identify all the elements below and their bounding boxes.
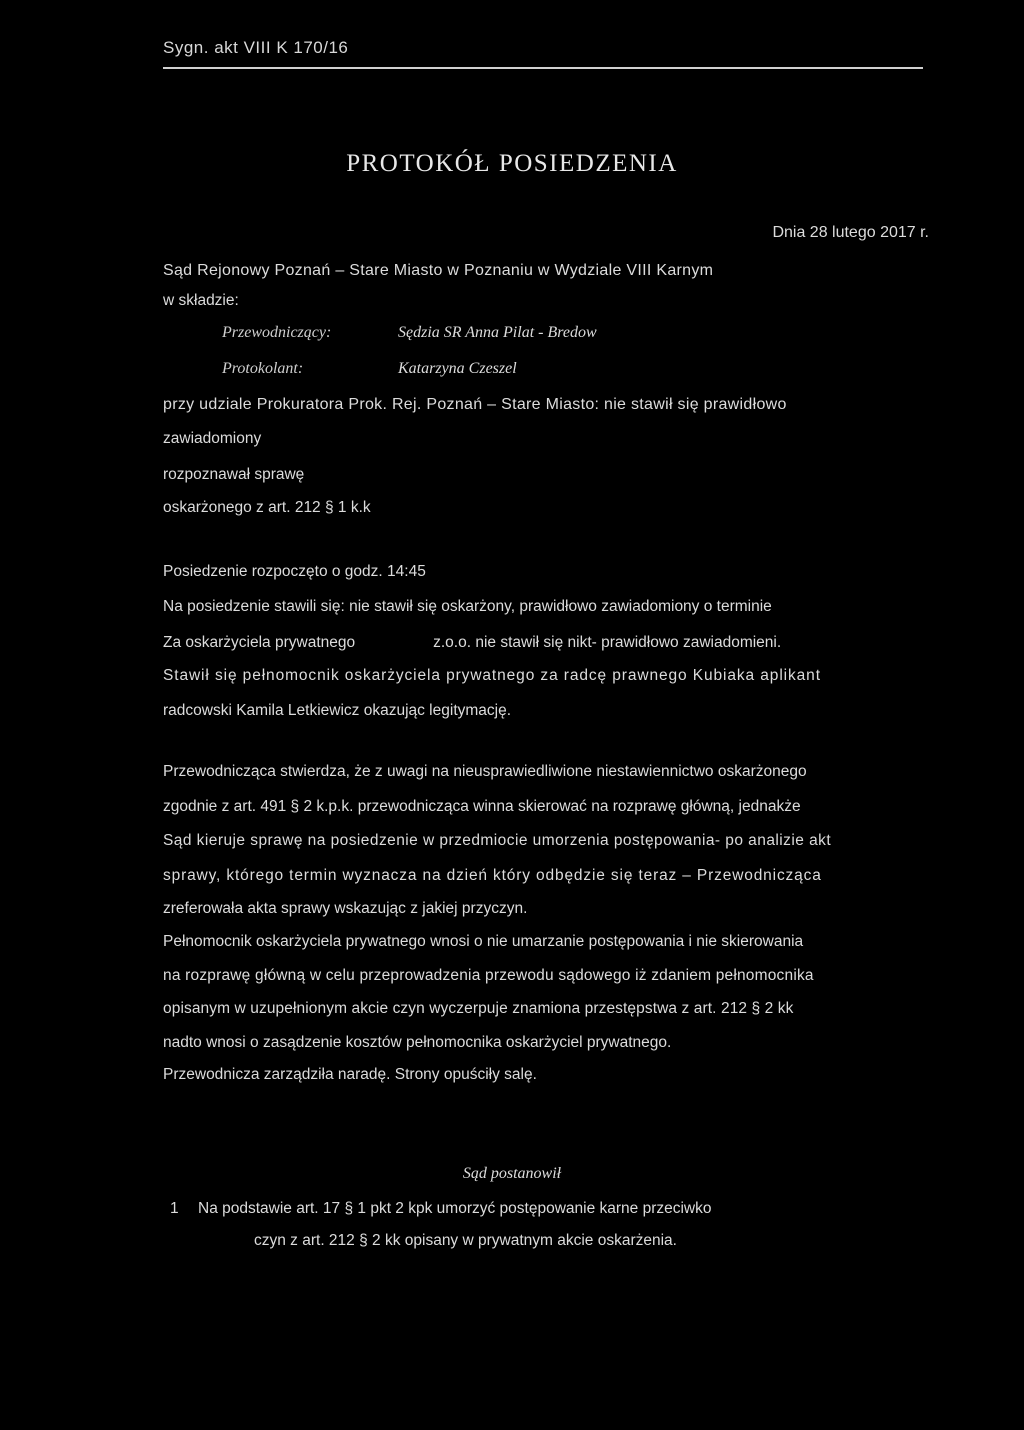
presiding-value: Sędzia SR Anna Pilat - Bredow bbox=[398, 324, 597, 341]
clerk-value: Katarzyna Czeszel bbox=[398, 360, 517, 377]
body-line: sprawy, którego termin wyznacza na dzień który odbędzie się teraz – Przewodnicząca bbox=[163, 867, 822, 884]
private-accuser-a: Za oskarżyciela prywatnego bbox=[163, 634, 356, 651]
attorney-line-2: radcowski Kamila Letkiewicz okazując legitymację. bbox=[163, 702, 512, 719]
attorney-line-1-text: Stawił się pełnomocnik oskarżyciela prywatnego za radcę prawnego Kubiaka aplikant bbox=[163, 667, 821, 684]
decision-heading: Sąd postanowił bbox=[462, 1165, 562, 1182]
document-date: Dnia 28 lutego 2017 r. bbox=[772, 224, 929, 241]
decision-item-line-1: Na podstawie art. 17 § 1 pkt 2 kpk umorzyć postępowanie karne przeciwko bbox=[198, 1200, 712, 1217]
notified-line: zawiadomiony bbox=[163, 430, 262, 447]
appeared-line: Na posiedzenie stawili się: nie stawił się oskarżony, prawidłowo zawiadomiony o terminie bbox=[163, 598, 772, 615]
attorney-line-1 bbox=[163, 667, 923, 685]
decision-item-number: 1 bbox=[170, 1200, 179, 1217]
body-line: Przewodnicza zarządziła naradę. Strony opuściły salę. bbox=[163, 1066, 537, 1083]
clerk-label: Protokolant: bbox=[222, 360, 304, 377]
court-line: Sąd Rejonowy Poznań – Stare Miasto w Poznaniu w Wydziale VIII Karnym bbox=[163, 262, 714, 279]
session-start: Posiedzenie rozpoczęto o godz. 14:45 bbox=[163, 563, 426, 580]
body-line: nadto wnosi o zasądzenie kosztów pełnomocnika oskarżyciel prywatnego. bbox=[163, 1034, 672, 1051]
body-line: zreferowała akta sprawy wskazując z jakiej przyczyn. bbox=[163, 900, 528, 917]
body-line: zgodnie z art. 491 § 2 k.p.k. przewodnicząca winna skierować na rozprawę główną, jednakże bbox=[163, 798, 801, 815]
document-title: PROTOKÓŁ POSIEDZENIA bbox=[346, 150, 678, 177]
private-accuser-line bbox=[163, 634, 781, 652]
body-line: Przewodnicząca stwierdza, że z uwagi na nieusprawiedliwione niestawiennictwo oskarżonego bbox=[163, 763, 807, 780]
body-line: opisanym w uzupełnionym akcie czyn wyczerpuje znamiona przestępstwa z art. 212 § 2 kk bbox=[163, 1000, 794, 1017]
body-line: na rozprawę główną w celu przeprowadzenia przewodu sądowego iż zdaniem pełnomocnika bbox=[163, 967, 814, 984]
prosecutor-line: przy udziale Prokuratora Prok. Rej. Poznań – Stare Miasto: nie stawił się prawidłowo bbox=[163, 396, 787, 413]
private-accuser-b: z.o.o. nie stawił się nikt- prawidłowo zawiadomieni. bbox=[433, 634, 782, 651]
presiding-label: Przewodniczący: bbox=[222, 324, 332, 341]
header-rule bbox=[163, 67, 923, 69]
case-number: Sygn. akt VIII K 170/16 bbox=[163, 38, 349, 57]
decision-item-line-2: czyn z art. 212 § 2 kk opisany w prywatnym akcie oskarżenia. bbox=[254, 1232, 677, 1249]
body-line: Sąd kieruje sprawę na posiedzenie w przedmiocie umorzenia postępowania- po analizie akt bbox=[163, 832, 832, 849]
considered-line: rozpoznawał sprawę bbox=[163, 466, 305, 483]
accused-line: oskarżonego z art. 212 § 1 k.k bbox=[163, 499, 371, 516]
composition-label: w składzie: bbox=[163, 292, 239, 309]
body-line: Pełnomocnik oskarżyciela prywatnego wnosi o nie umarzanie postępowania i nie skierowania bbox=[163, 933, 804, 950]
